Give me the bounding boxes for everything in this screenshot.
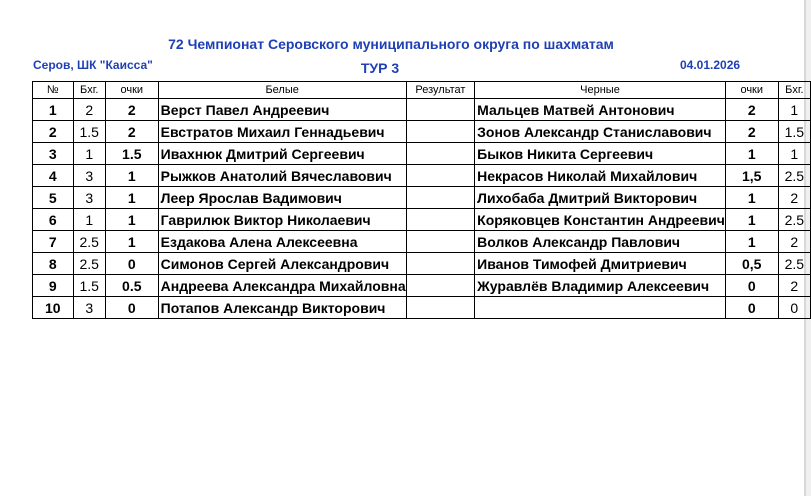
- black-buchholz: 2: [778, 275, 810, 297]
- header-black-points: очки: [725, 82, 778, 99]
- header-black: Черные: [475, 82, 726, 99]
- black-player: Быков Никита Сергеевич: [475, 143, 726, 165]
- table-row: [33, 297, 811, 319]
- board-number: 2: [33, 121, 74, 143]
- game-result: [406, 209, 475, 231]
- table-row: [33, 143, 811, 165]
- black-player: Лихобаба Дмитрий Викторович: [475, 187, 726, 209]
- white-player: Андреева Александра Михайловна: [158, 275, 406, 297]
- game-result: [406, 231, 475, 253]
- black-buchholz: 1.5: [778, 121, 810, 143]
- board-number: 6: [33, 209, 74, 231]
- game-result: [406, 143, 475, 165]
- white-points: 1: [105, 231, 158, 253]
- black-points: 1: [725, 209, 778, 231]
- white-buchholz: 2: [73, 99, 105, 121]
- white-points: 1: [105, 187, 158, 209]
- white-buchholz: 2.5: [73, 253, 105, 275]
- header-num: №: [33, 82, 74, 99]
- tournament-date: 04.01.2026: [680, 58, 741, 72]
- white-buchholz: 1.5: [73, 121, 105, 143]
- board-number: 3: [33, 143, 74, 165]
- black-buchholz: 2: [778, 187, 810, 209]
- black-buchholz: 2.5: [778, 165, 810, 187]
- black-points: 1,5: [725, 165, 778, 187]
- board-number: 4: [33, 165, 74, 187]
- black-points: 0: [725, 275, 778, 297]
- black-player: Журавлёв Владимир Алексеевич: [475, 275, 726, 297]
- white-player: Рыжков Анатолий Вячеславович: [158, 165, 406, 187]
- white-buchholz: 3: [73, 187, 105, 209]
- white-points: 0: [105, 297, 158, 319]
- black-player: Мальцев Матвей Антонович: [475, 99, 726, 121]
- table-row: [33, 121, 811, 143]
- white-player: Потапов Александр Викторович: [158, 297, 406, 319]
- table-row: [33, 231, 811, 253]
- black-points: 0: [725, 297, 778, 319]
- pairings-table: [32, 81, 811, 319]
- black-buchholz: 2.5: [778, 253, 810, 275]
- game-result: [406, 297, 475, 319]
- table-header-row: [33, 82, 811, 99]
- board-number: 1: [33, 99, 74, 121]
- black-player: Иванов Тимофей Дмитриевич: [475, 253, 726, 275]
- black-points: 2: [725, 121, 778, 143]
- white-points: 1: [105, 165, 158, 187]
- white-player: Ивахнюк Дмитрий Сергеевич: [158, 143, 406, 165]
- white-points: 0: [105, 253, 158, 275]
- black-points: 1: [725, 231, 778, 253]
- tournament-title: 72 Чемпионат Серовского муниципального округа по шахматам: [168, 36, 614, 52]
- white-points: 2: [105, 121, 158, 143]
- header-white-points: очки: [105, 82, 158, 99]
- black-points: 1: [725, 187, 778, 209]
- black-buchholz: 0: [778, 297, 810, 319]
- black-buchholz: 1: [778, 99, 810, 121]
- black-points: 2: [725, 99, 778, 121]
- header-result: Результат: [406, 82, 475, 99]
- white-buchholz: 2.5: [73, 231, 105, 253]
- table-row: [33, 209, 811, 231]
- board-number: 9: [33, 275, 74, 297]
- white-player: Верст Павел Андреевич: [158, 99, 406, 121]
- table-row: [33, 187, 811, 209]
- table-row: [33, 99, 811, 121]
- white-buchholz: 1: [73, 143, 105, 165]
- board-number: 8: [33, 253, 74, 275]
- black-player: Некрасов Николай Михайлович: [475, 165, 726, 187]
- black-player: [475, 297, 726, 319]
- white-points: 1.5: [105, 143, 158, 165]
- white-player: Ездакова Алена Алексеевна: [158, 231, 406, 253]
- white-points: 0.5: [105, 275, 158, 297]
- black-buchholz: 2.5: [778, 209, 810, 231]
- black-player: Зонов Александр Станиславович: [475, 121, 726, 143]
- game-result: [406, 121, 475, 143]
- club-name: Серов, ШК "Каисса": [33, 58, 153, 72]
- game-result: [406, 99, 475, 121]
- white-buchholz: 1: [73, 209, 105, 231]
- white-buchholz: 3: [73, 165, 105, 187]
- header-white-buchholz: Бхг.: [73, 82, 105, 99]
- white-player: Евстратов Михаил Геннадьевич: [158, 121, 406, 143]
- header-black-buchholz: Бхг.: [778, 82, 810, 99]
- header-white: Белые: [158, 82, 406, 99]
- board-number: 7: [33, 231, 74, 253]
- black-points: 1: [725, 143, 778, 165]
- white-player: Симонов Сергей Александрович: [158, 253, 406, 275]
- round-label: ТУР 3: [360, 60, 400, 76]
- black-points: 0,5: [725, 253, 778, 275]
- white-player: Леер Ярослав Вадимович: [158, 187, 406, 209]
- white-points: 1: [105, 209, 158, 231]
- game-result: [406, 253, 475, 275]
- white-buchholz: 3: [73, 297, 105, 319]
- board-number: 5: [33, 187, 74, 209]
- black-buchholz: 1: [778, 143, 810, 165]
- game-result: [406, 165, 475, 187]
- black-buchholz: 2: [778, 231, 810, 253]
- black-player: Коряковцев Константин Андреевич: [475, 209, 726, 231]
- game-result: [406, 187, 475, 209]
- white-buchholz: 1.5: [73, 275, 105, 297]
- board-number: 10: [33, 297, 74, 319]
- table-row: [33, 253, 811, 275]
- table-row: [33, 165, 811, 187]
- table-row: [33, 275, 811, 297]
- white-player: Гаврилюк Виктор Николаевич: [158, 209, 406, 231]
- white-points: 2: [105, 99, 158, 121]
- game-result: [406, 275, 475, 297]
- black-player: Волков Александр Павлович: [475, 231, 726, 253]
